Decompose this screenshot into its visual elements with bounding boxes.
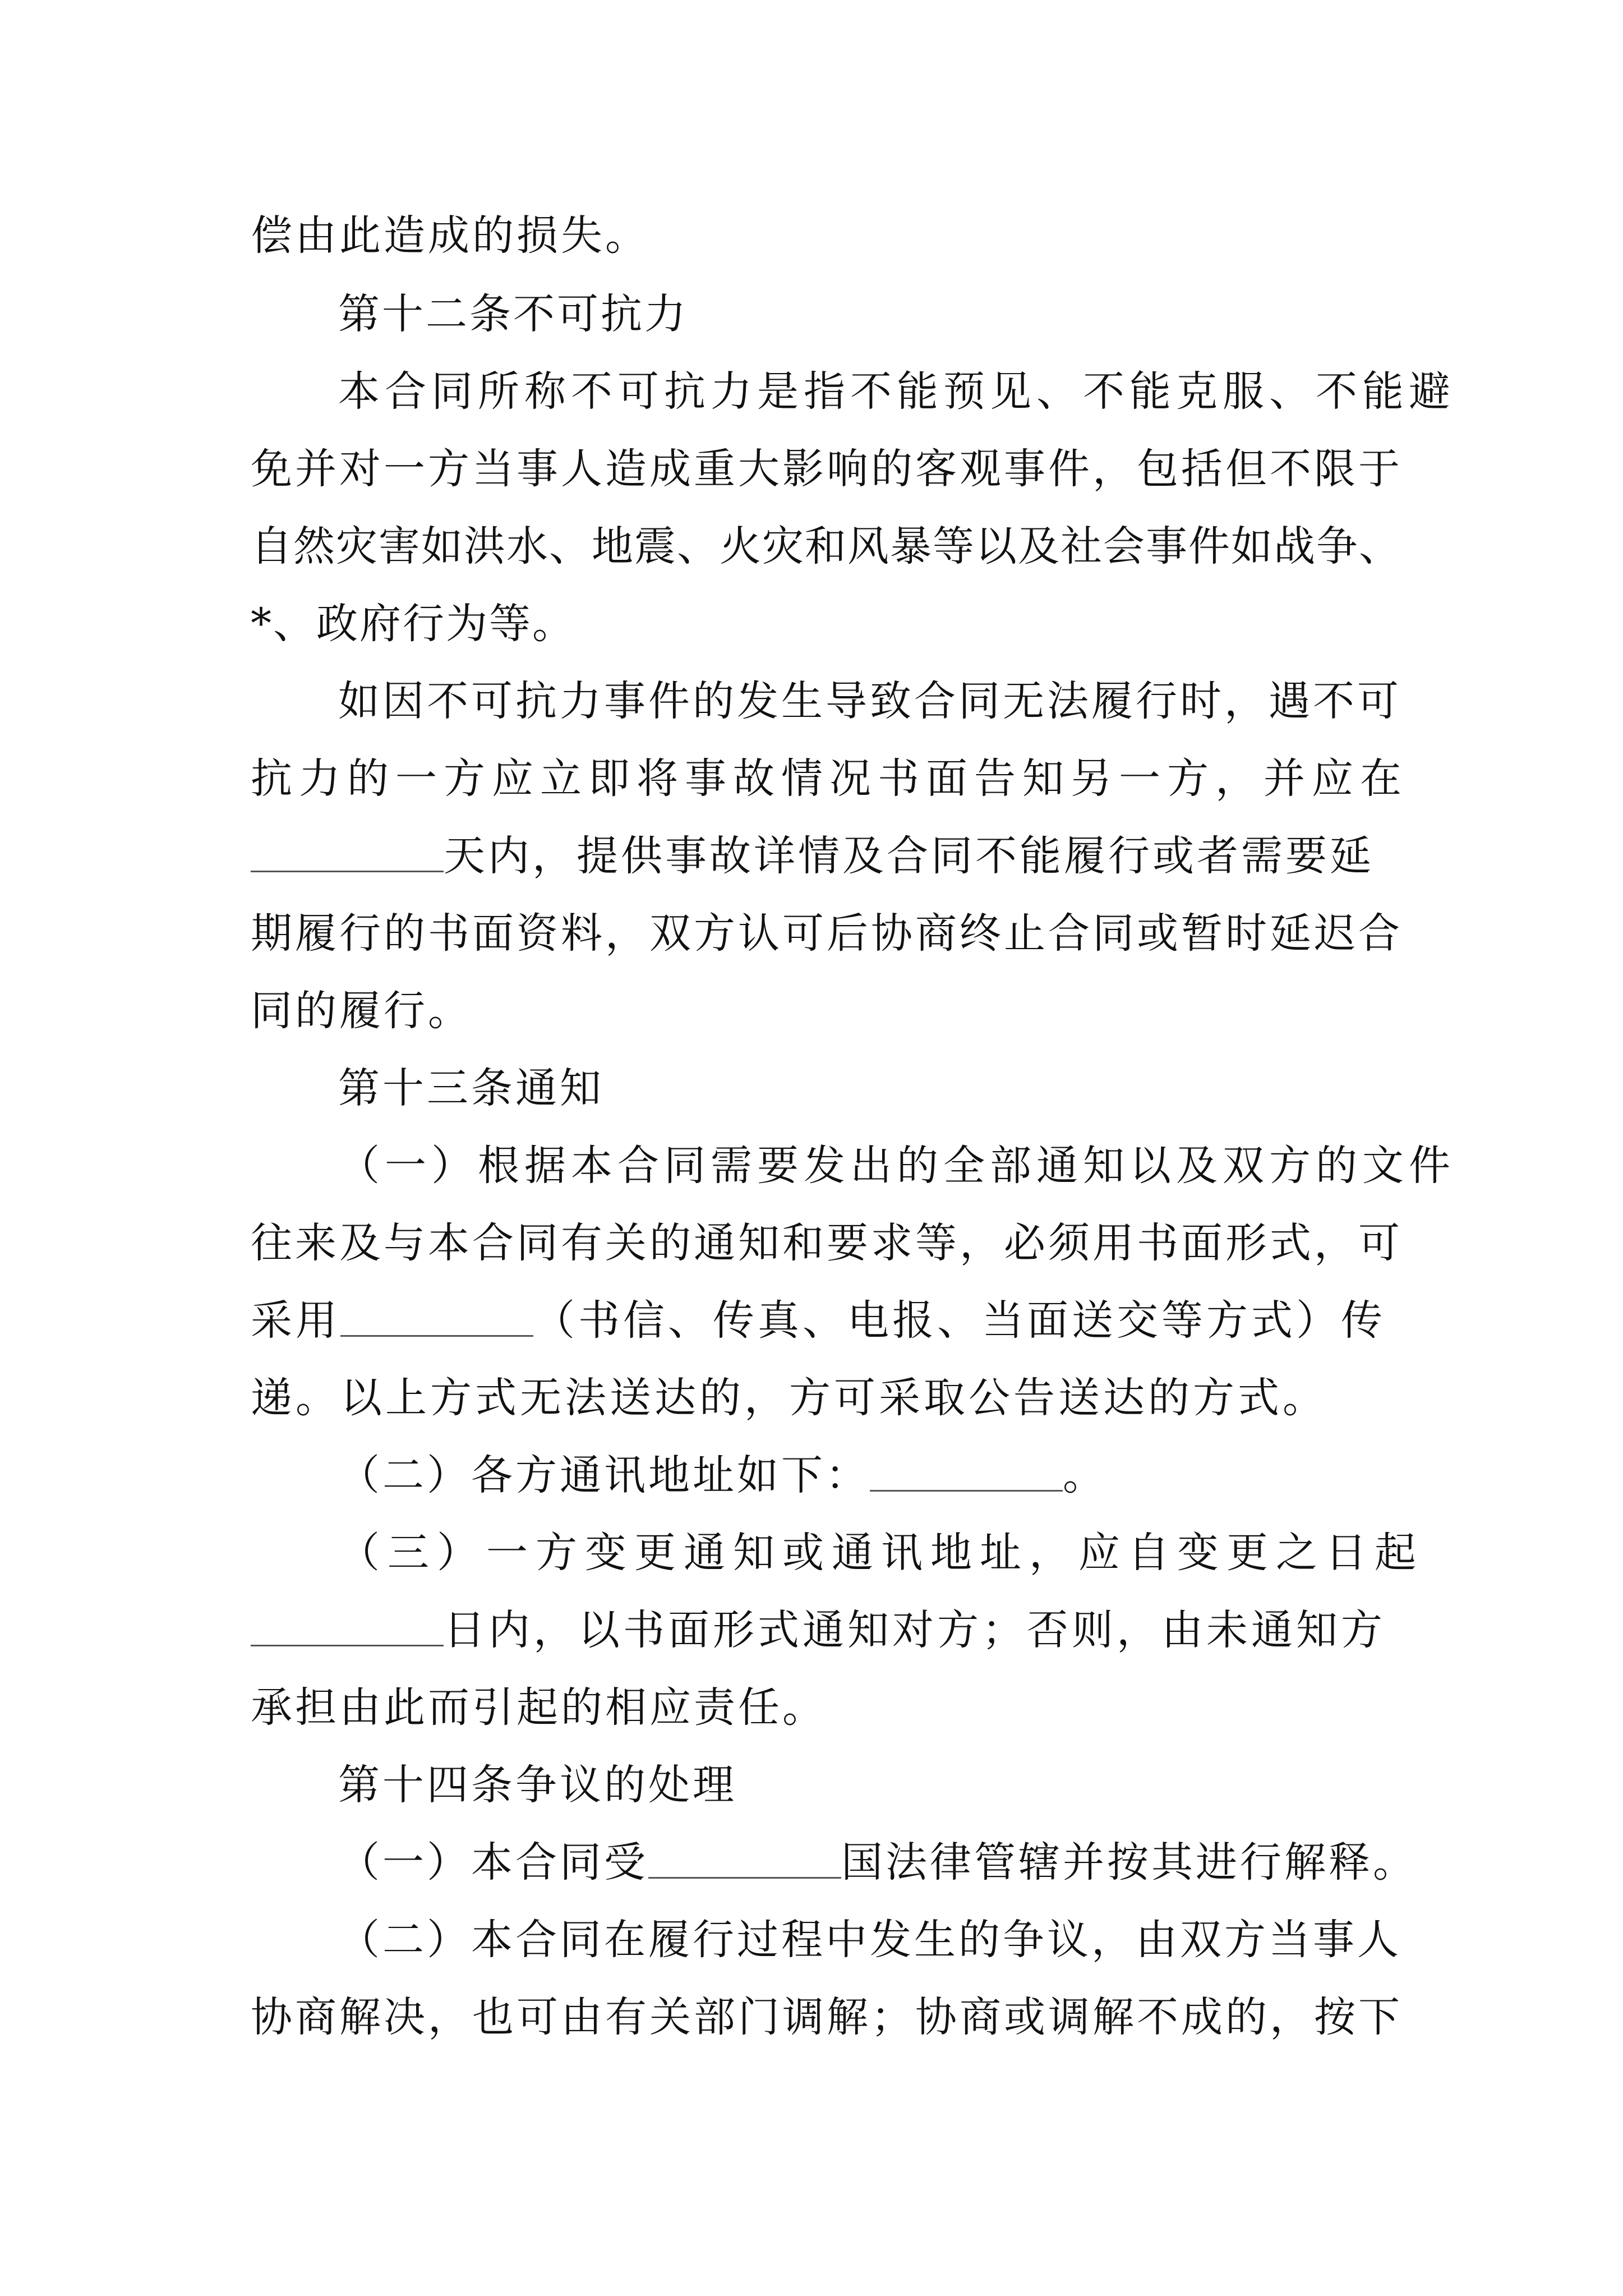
body-line: 自然灾害如洪水、地震、火灾和风暴等以及社会事件如战争、	[251, 522, 1401, 570]
body-line	[338, 1834, 1417, 1890]
article-heading: 第十三条通知	[338, 1064, 604, 1112]
line-text-after: 国法律管辖并按其进行解释。	[841, 1838, 1417, 1887]
body-line: （二）本合同在履行过程中发生的争议，由双方当事人	[338, 1916, 1401, 1964]
body-line	[251, 1292, 1386, 1349]
body-line	[338, 1447, 1107, 1503]
body-line: 免并对一方当事人造成重大影响的客观事件，包括但不限于	[251, 445, 1403, 493]
article-heading: 第十二条不可抗力	[338, 290, 688, 338]
body-line: 期履行的书面资料，双方认可后协商终止合同或暂时延迟合	[251, 909, 1403, 958]
line-text-before: 采用	[251, 1296, 340, 1345]
line-text-after: 。	[1063, 1451, 1107, 1499]
line-text-before: （一）本合同受	[338, 1838, 648, 1887]
article-heading: 第十四条争议的处理	[338, 1761, 737, 1809]
body-line: （三）一方变更通知或通讯地址，应自变更之日起	[338, 1529, 1424, 1577]
body-line: 往来及与本合同有关的通知和要求等，必须用书面形式，可	[251, 1219, 1403, 1267]
body-line	[251, 1602, 1386, 1658]
body-line: 承担由此而引起的相应责任。	[251, 1683, 827, 1732]
fill-in-blank[interactable]	[251, 831, 444, 872]
line-text-after: （书信、传真、电报、当面送交等方式）传	[533, 1296, 1386, 1345]
body-line: 协商解决，也可由有关部门调解；协商或调解不成的，按下	[251, 1993, 1403, 2041]
line-text-after: 日内，以书面形式通知对方；否则，由未通知方	[444, 1606, 1386, 1654]
body-line: 同的履行。	[251, 987, 472, 1035]
fill-in-blank[interactable]	[870, 1451, 1063, 1492]
line-text-after: 天内，提供事故详情及合同不能履行或者需要延	[444, 832, 1374, 880]
body-line	[251, 828, 1374, 884]
body-line: 抗力的一方应立即将事故情况书面告知另一方，并应在	[251, 754, 1408, 803]
body-line: 递。以上方式无法送达的，方可采取公告送达的方式。	[251, 1374, 1327, 1422]
body-line: 本合同所称不可抗力是指不能预见、不能克服、不能避	[338, 367, 1455, 416]
fill-in-blank[interactable]	[340, 1296, 533, 1337]
body-line: 偿由此造成的损失。	[251, 211, 649, 260]
body-line: *、政府行为等。	[251, 600, 575, 648]
line-text-before: （二）各方通讯地址如下：	[338, 1451, 870, 1499]
body-line: 如因不可抗力事件的发生导致合同无法履行时，遇不可	[338, 677, 1401, 725]
fill-in-blank[interactable]	[648, 1838, 841, 1879]
fill-in-blank[interactable]	[251, 1605, 444, 1646]
body-line: （一）根据本合同需要发出的全部通知以及双方的文件	[338, 1142, 1455, 1190]
